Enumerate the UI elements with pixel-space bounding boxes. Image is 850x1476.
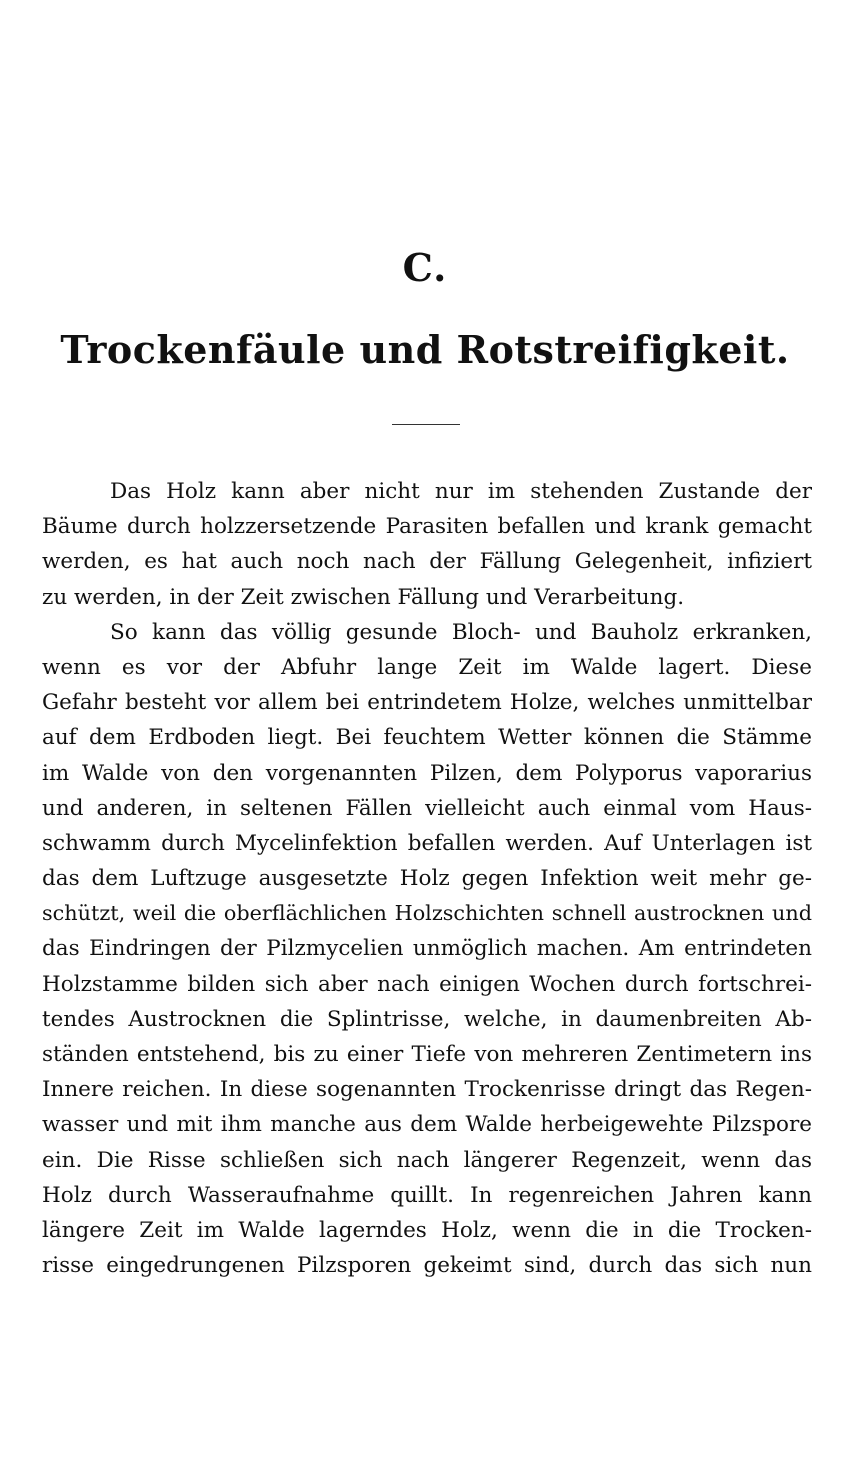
text-line: Holz durch Wasseraufnahme quillt. In regenreichen Jahren kann xyxy=(42,1182,812,1208)
text-line: werden, es hat auch noch nach der Fällung Gelegenheit, infiziert xyxy=(42,549,812,575)
chapter-title: Trockenfäule und Rotstreifigkeit. xyxy=(60,327,790,372)
text-line: und anderen, in seltenen Fällen vielleicht auch einmal vom Haus- xyxy=(42,795,812,821)
paragraph-1 xyxy=(42,474,812,615)
text-line: So kann das völlig gesunde Bloch- und Bauholz erkranken, xyxy=(110,619,812,645)
text-line: Gefahr besteht vor allem bei entrindetem Holze, welches unmittelbar xyxy=(42,690,812,716)
text-line: längere Zeit im Walde lagerndes Holz, wenn die in die Trocken- xyxy=(42,1217,812,1243)
text-line: ein. Die Risse schließen sich nach längerer Regenzeit, wenn das xyxy=(42,1147,812,1173)
text-line: wasser und mit ihm manche aus dem Walde herbeigewehte Pilzspore xyxy=(42,1112,812,1138)
text-line: im Walde von den vorgenannten Pilzen, dem Polyporus vaporarius xyxy=(42,760,812,786)
text-line: wenn es vor der Abfuhr lange Zeit im Walde lagert. Diese xyxy=(42,654,812,680)
text-line: ständen entstehend, bis zu einer Tiefe von mehreren Zentimetern ins xyxy=(42,1042,812,1067)
text-line: risse eingedrungenen Pilzsporen gekeimt sind, durch das sich nun xyxy=(42,1253,812,1279)
text-line: Holzstamme bilden sich aber nach einigen Wochen durch fortschrei- xyxy=(42,971,812,997)
text-line: das dem Luftzuge ausgesetzte Holz gegen Infektion weit mehr ge- xyxy=(42,866,812,892)
text-line: schwamm durch Mycelinfektion befallen werden. Auf Unterlagen ist xyxy=(42,830,812,856)
text-line: schützt, weil die oberflächlichen Holzschichten schnell austrocknen und xyxy=(42,901,812,926)
text-line: Das Holz kann aber nicht nur im stehenden Zustande der xyxy=(110,479,812,504)
body-text xyxy=(42,474,812,1283)
section-letter: C. xyxy=(402,245,448,290)
text-line: das Eindringen der Pilzmycelien unmöglich machen. Am entrindeten xyxy=(42,936,812,962)
text-line: tendes Austrocknen die Splintrisse, welche, in daumenbreiten Ab- xyxy=(42,1006,812,1032)
text-line: zu werden, in der Zeit zwischen Fällung und Verarbeitung. xyxy=(42,584,685,610)
text-line: auf dem Erdboden liegt. Bei feuchtem Wetter können die Stämme xyxy=(42,725,812,751)
paragraph-2 xyxy=(42,615,812,1284)
title-divider xyxy=(392,424,460,425)
text-line: Bäume durch holzzersetzende Parasiten befallen und krank gemacht xyxy=(42,514,812,540)
text-line: Innere reichen. In diese sogenannten Trockenrisse dringt das Regen- xyxy=(42,1077,812,1103)
